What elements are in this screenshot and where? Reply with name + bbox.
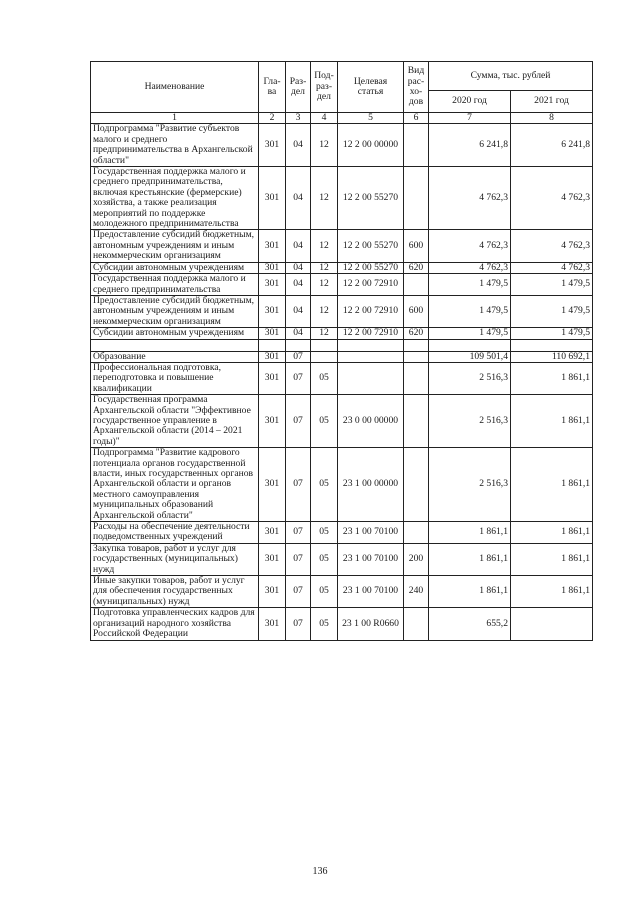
cell-glava: 301	[259, 274, 286, 296]
cell-sum-2021: 4 762,3	[511, 262, 593, 273]
cell-name: Расходы на обеспечение деятельности подведомственных учреждений	[91, 522, 259, 544]
cell-podrazdel: 12	[311, 167, 338, 230]
cell-celevaya-statya	[338, 339, 404, 351]
cell-vid-rashodov: 600	[404, 230, 429, 262]
table-body	[91, 124, 593, 640]
cell-vid-rashodov: 620	[404, 262, 429, 273]
cell-razdel: 07	[286, 351, 311, 362]
cell-name: Иные закупки товаров, работ и услуг для обеспечения государственных (муниципальных) нужд	[91, 576, 259, 608]
cell-razdel: 07	[286, 448, 311, 522]
cell-razdel: 04	[286, 124, 311, 167]
cell-celevaya-statya: 12 2 00 72910	[338, 295, 404, 327]
cell-podrazdel: 12	[311, 262, 338, 273]
cell-name: Подпрограмма "Развитие субъектов малого и среднего предпринимательства в Архангельской области"	[91, 124, 259, 167]
cell-razdel: 07	[286, 576, 311, 608]
cell-glava: 301	[259, 351, 286, 362]
header-celevaya-statya: Целевая статья	[338, 62, 404, 113]
cell-sum-2020: 1 479,5	[429, 295, 511, 327]
cell-name: Субсидии автономным учреждениям	[91, 328, 259, 339]
cell-sum-2021: 110 692,1	[511, 351, 593, 362]
cell-sum-2020: 1 861,1	[429, 576, 511, 608]
cell-glava: 301	[259, 124, 286, 167]
cell-podrazdel: 05	[311, 608, 338, 640]
cell-glava: 301	[259, 262, 286, 273]
cell-podrazdel: 12	[311, 274, 338, 296]
cell-sum-2020: 4 762,3	[429, 262, 511, 273]
cell-vid-rashodov	[404, 351, 429, 362]
cell-sum-2021: 1 861,1	[511, 362, 593, 394]
column-number: 4	[311, 113, 338, 124]
header-glava: Гла-ва	[259, 62, 286, 113]
cell-sum-2021: 1 479,5	[511, 328, 593, 339]
cell-vid-rashodov: 200	[404, 543, 429, 575]
cell-celevaya-statya: 12 2 00 72910	[338, 328, 404, 339]
cell-glava: 301	[259, 543, 286, 575]
cell-sum-2021: 1 861,1	[511, 576, 593, 608]
table-row	[91, 448, 593, 522]
table-row	[91, 124, 593, 167]
cell-razdel: 04	[286, 274, 311, 296]
cell-podrazdel: 12	[311, 295, 338, 327]
table-row	[91, 543, 593, 575]
cell-razdel: 04	[286, 328, 311, 339]
cell-celevaya-statya: 23 1 00 70100	[338, 576, 404, 608]
table-row	[91, 167, 593, 230]
page-number: 136	[312, 866, 328, 877]
cell-name: Государственная поддержка малого и среднего предпринимательства	[91, 274, 259, 296]
cell-vid-rashodov	[404, 522, 429, 544]
cell-razdel: 07	[286, 522, 311, 544]
header-row	[91, 62, 593, 91]
cell-glava: 301	[259, 362, 286, 394]
cell-name: Профессиональная подготовка, переподготовка и повышение квалификации	[91, 362, 259, 394]
cell-celevaya-statya	[338, 351, 404, 362]
cell-glava: 301	[259, 328, 286, 339]
table-row	[91, 339, 593, 351]
cell-glava	[259, 339, 286, 351]
header-year-2020: 2020 год	[429, 91, 511, 113]
cell-glava: 301	[259, 608, 286, 640]
cell-sum-2020: 2 516,3	[429, 395, 511, 448]
cell-celevaya-statya: 23 1 00 R0660	[338, 608, 404, 640]
cell-podrazdel: 05	[311, 522, 338, 544]
column-numbers-row	[91, 113, 593, 124]
cell-razdel: 04	[286, 262, 311, 273]
cell-name: Образование	[91, 351, 259, 362]
cell-sum-2020: 1 479,5	[429, 328, 511, 339]
table-row	[91, 395, 593, 448]
cell-celevaya-statya: 23 1 00 70100	[338, 522, 404, 544]
cell-vid-rashodov	[404, 448, 429, 522]
cell-celevaya-statya: 12 2 00 72910	[338, 274, 404, 296]
cell-celevaya-statya: 12 2 00 00000	[338, 124, 404, 167]
table-row	[91, 295, 593, 327]
cell-razdel: 07	[286, 543, 311, 575]
cell-podrazdel	[311, 339, 338, 351]
column-number: 7	[429, 113, 511, 124]
cell-vid-rashodov: 600	[404, 295, 429, 327]
cell-vid-rashodov	[404, 124, 429, 167]
cell-razdel: 04	[286, 167, 311, 230]
cell-name: Подготовка управленческих кадров для организаций народного хозяйства Российской Федерации	[91, 608, 259, 640]
cell-sum-2021	[511, 608, 593, 640]
header-year-2021: 2021 год	[511, 91, 593, 113]
cell-razdel: 04	[286, 230, 311, 262]
cell-podrazdel: 12	[311, 124, 338, 167]
cell-name: Закупка товаров, работ и услуг для государственных (муниципальных) нужд	[91, 543, 259, 575]
budget-table	[90, 61, 593, 641]
cell-name: Государственная поддержка малого и среднего предпринимательства, включая крестьянские (фермерские) хозяйства, а также реализация мероприятий по поддержке молодежного предпринимательства	[91, 167, 259, 230]
cell-podrazdel: 05	[311, 362, 338, 394]
table-row	[91, 608, 593, 640]
cell-sum-2021: 1 479,5	[511, 295, 593, 327]
cell-podrazdel: 05	[311, 395, 338, 448]
cell-sum-2021: 4 762,3	[511, 167, 593, 230]
cell-razdel: 07	[286, 362, 311, 394]
cell-vid-rashodov	[404, 608, 429, 640]
cell-vid-rashodov	[404, 167, 429, 230]
cell-sum-2021: 6 241,8	[511, 124, 593, 167]
cell-name: Субсидии автономным учреждениям	[91, 262, 259, 273]
cell-glava: 301	[259, 448, 286, 522]
cell-glava: 301	[259, 395, 286, 448]
cell-sum-2020: 655,2	[429, 608, 511, 640]
cell-vid-rashodov	[404, 362, 429, 394]
cell-sum-2021: 1 861,1	[511, 522, 593, 544]
table-row	[91, 230, 593, 262]
cell-name: Предоставление субсидий бюджетным, автономным учреждениям и иным некоммерческим организациям	[91, 230, 259, 262]
cell-sum-2020: 2 516,3	[429, 362, 511, 394]
table-row	[91, 522, 593, 544]
table-row	[91, 262, 593, 273]
cell-sum-2020: 109 501,4	[429, 351, 511, 362]
cell-glava: 301	[259, 167, 286, 230]
table-row	[91, 576, 593, 608]
cell-sum-2021: 1 861,1	[511, 395, 593, 448]
cell-razdel: 07	[286, 608, 311, 640]
cell-podrazdel: 05	[311, 448, 338, 522]
cell-name	[91, 339, 259, 351]
cell-celevaya-statya: 23 1 00 00000	[338, 448, 404, 522]
cell-podrazdel: 05	[311, 576, 338, 608]
column-number: 1	[91, 113, 259, 124]
cell-name: Подпрограмма "Развитие кадрового потенциала органов государственной власти, иных государственных органов Архангельской области и органов местного самоуправления муниципальных образований Архангельской области"	[91, 448, 259, 522]
header-razdel: Раз-дел	[286, 62, 311, 113]
column-number: 5	[338, 113, 404, 124]
cell-celevaya-statya	[338, 362, 404, 394]
cell-name: Предоставление субсидий бюджетным, автономным учреждениям и иным некоммерческим организациям	[91, 295, 259, 327]
cell-sum-2020: 4 762,3	[429, 167, 511, 230]
cell-glava: 301	[259, 230, 286, 262]
cell-glava: 301	[259, 522, 286, 544]
cell-sum-2021: 1 479,5	[511, 274, 593, 296]
cell-vid-rashodov	[404, 339, 429, 351]
cell-celevaya-statya: 12 2 00 55270	[338, 230, 404, 262]
column-number: 6	[404, 113, 429, 124]
cell-glava: 301	[259, 295, 286, 327]
header-vid-rashodov: Вид рас-хо-дов	[404, 62, 429, 113]
table-row	[91, 274, 593, 296]
cell-podrazdel	[311, 351, 338, 362]
cell-sum-2021: 4 762,3	[511, 230, 593, 262]
cell-razdel	[286, 339, 311, 351]
cell-glava: 301	[259, 576, 286, 608]
cell-celevaya-statya: 23 0 00 00000	[338, 395, 404, 448]
cell-vid-rashodov	[404, 395, 429, 448]
cell-celevaya-statya: 12 2 00 55270	[338, 167, 404, 230]
cell-sum-2021: 1 861,1	[511, 543, 593, 575]
cell-razdel: 04	[286, 295, 311, 327]
cell-sum-2021	[511, 339, 593, 351]
column-number: 2	[259, 113, 286, 124]
table-row	[91, 351, 593, 362]
cell-podrazdel: 05	[311, 543, 338, 575]
header-summa: Сумма, тыс. рублей	[429, 62, 593, 91]
cell-sum-2020: 1 479,5	[429, 274, 511, 296]
cell-sum-2020: 2 516,3	[429, 448, 511, 522]
cell-sum-2021: 1 861,1	[511, 448, 593, 522]
cell-podrazdel: 12	[311, 328, 338, 339]
cell-sum-2020: 4 762,3	[429, 230, 511, 262]
cell-razdel: 07	[286, 395, 311, 448]
header-podrazdel: Под-раз-дел	[311, 62, 338, 113]
table-row	[91, 362, 593, 394]
cell-vid-rashodov: 240	[404, 576, 429, 608]
cell-vid-rashodov	[404, 274, 429, 296]
column-number: 3	[286, 113, 311, 124]
cell-sum-2020: 6 241,8	[429, 124, 511, 167]
header-name: Наименование	[91, 62, 259, 113]
table-row	[91, 328, 593, 339]
column-number: 8	[511, 113, 593, 124]
cell-vid-rashodov: 620	[404, 328, 429, 339]
cell-sum-2020	[429, 339, 511, 351]
cell-celevaya-statya: 12 2 00 55270	[338, 262, 404, 273]
cell-sum-2020: 1 861,1	[429, 522, 511, 544]
cell-podrazdel: 12	[311, 230, 338, 262]
cell-sum-2020: 1 861,1	[429, 543, 511, 575]
cell-celevaya-statya: 23 1 00 70100	[338, 543, 404, 575]
cell-name: Государственная программа Архангельской области "Эффективное государственное управление в Архангельской области (2014 – 2021 годы)"	[91, 395, 259, 448]
